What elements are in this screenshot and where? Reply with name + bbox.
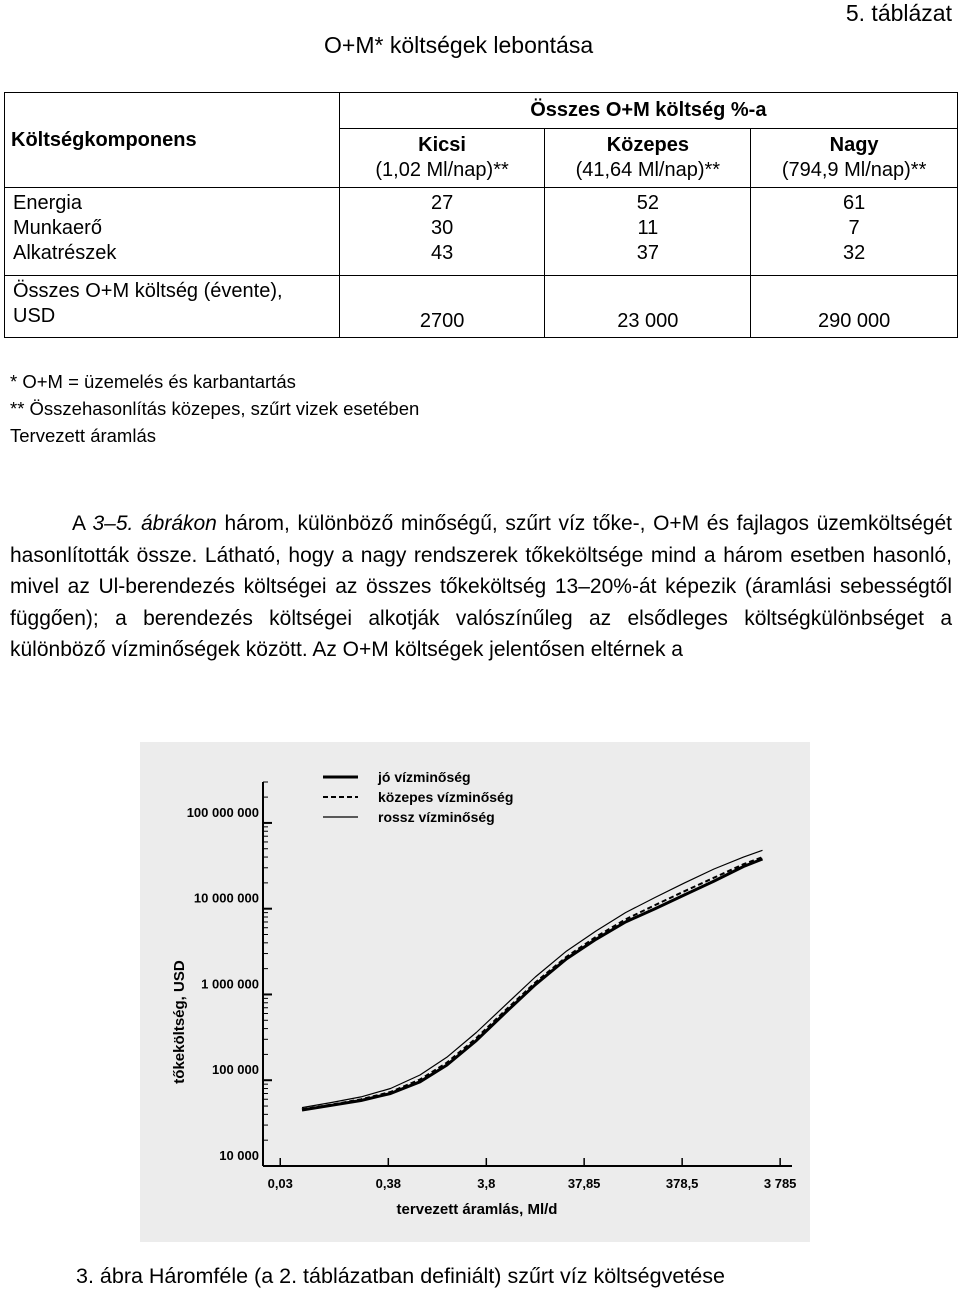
column-header bbox=[545, 129, 751, 188]
column-flow: (794,9 Ml/nap)** bbox=[781, 159, 927, 181]
x-tick-label: 0,38 bbox=[375, 1176, 401, 1191]
total-label-line2: USD bbox=[13, 305, 56, 327]
x-tick-label: 0,03 bbox=[267, 1176, 293, 1191]
x-tick-label: 3 785 bbox=[763, 1176, 797, 1191]
group-header: Összes O+M költség %-a bbox=[339, 93, 957, 129]
values-large bbox=[751, 188, 958, 276]
footnote: * O+M = üzemelés és karbantartás bbox=[10, 371, 296, 392]
component-header: Költségkomponens bbox=[5, 93, 340, 188]
column-name: Közepes bbox=[606, 134, 689, 156]
total-large: 290 000 bbox=[751, 276, 958, 338]
y-tick-label: 10 000 000 bbox=[193, 890, 259, 906]
table-number: 5. táblázat bbox=[845, 0, 952, 26]
table-cell: 7 bbox=[848, 217, 860, 239]
table-title: O+M* költségek lebontása bbox=[324, 32, 594, 58]
column-header bbox=[751, 129, 958, 188]
total-label bbox=[5, 276, 340, 338]
table-total-row bbox=[5, 276, 958, 338]
y-tick-label: 100 000 bbox=[212, 1062, 259, 1078]
y-axis-label: tőkeköltség, USD bbox=[171, 960, 188, 1084]
table-cell: 43 bbox=[430, 242, 454, 264]
cost-table bbox=[4, 92, 958, 338]
footnote: Tervezett áramlás bbox=[10, 425, 156, 446]
table-data-rows bbox=[5, 188, 958, 276]
table-cell: 27 bbox=[430, 192, 454, 214]
x-tick-label: 37,85 bbox=[567, 1176, 601, 1191]
column-flow: (1,02 Ml/nap)** bbox=[375, 159, 509, 181]
values-small bbox=[339, 188, 545, 276]
legend-label: rossz vízminőség bbox=[378, 809, 495, 825]
table-cell: 11 bbox=[637, 217, 659, 239]
x-axis-label: tervezett áramlás, Ml/d bbox=[396, 1201, 558, 1218]
figure-reference: 3–5. ábrákon bbox=[92, 512, 217, 535]
cost-chart bbox=[140, 742, 810, 1242]
y-tick-label: 100 000 000 bbox=[186, 804, 259, 820]
y-tick-label: 1 000 000 bbox=[201, 976, 259, 992]
column-name: Nagy bbox=[829, 134, 879, 156]
table-cell: 37 bbox=[636, 242, 659, 264]
x-tick-label: 378,5 bbox=[665, 1176, 699, 1191]
row-label: Alkatrészek bbox=[13, 242, 117, 264]
legend-label: közepes vízminőség bbox=[378, 789, 514, 805]
row-label: Energia bbox=[13, 192, 82, 214]
total-label-line1: Összes O+M költség (évente), bbox=[13, 280, 283, 302]
legend-label: jó vízminőség bbox=[378, 769, 471, 785]
footnote: ** Összehasonlítás közepes, szűrt vizek esetében bbox=[10, 398, 420, 419]
table-cell: 61 bbox=[842, 192, 866, 214]
row-labels bbox=[5, 188, 340, 276]
figure-caption: 3. ábra Háromféle (a 2. táblázatban definiált) szűrt víz költségvetése bbox=[76, 1264, 725, 1288]
y-tick-label: 10 000 bbox=[219, 1148, 259, 1163]
body-paragraph bbox=[10, 508, 952, 666]
footnotes bbox=[10, 368, 419, 449]
table-cell: 52 bbox=[636, 192, 659, 214]
x-tick-label: 3,8 bbox=[477, 1176, 496, 1191]
values-medium bbox=[545, 188, 751, 276]
total-small: 2700 bbox=[339, 276, 545, 338]
paragraph-text bbox=[10, 508, 952, 666]
paragraph-prefix: A bbox=[72, 512, 93, 535]
paragraph-body: három, különböző minőségű, szűrt víz tőke-, O+M és fajlagos üzemköltségét hasonlították össze. Látható, hogy a nagy rendszerek tőkeköltsége mind a három esetben hasonló, mivel az Ul-berendezés költségei az összes tőkeköltség 13–20%-át képezik (áramlási sebességtől függően); a berendezés költségei alkotják valószínűleg az elsődleges költségkülönbséget a különböző vízminőségek között. Az O+M költségek jelentősen eltérnek a bbox=[10, 512, 952, 661]
column-name: Kicsi bbox=[418, 134, 466, 156]
table-cell: 32 bbox=[842, 242, 866, 264]
total-medium: 23 000 bbox=[545, 276, 751, 338]
table-header-row bbox=[5, 93, 958, 129]
column-flow: (41,64 Ml/nap)** bbox=[575, 159, 721, 181]
row-label: Munkaerő bbox=[13, 217, 102, 239]
table-cell: 30 bbox=[430, 217, 454, 239]
column-header bbox=[339, 129, 545, 188]
